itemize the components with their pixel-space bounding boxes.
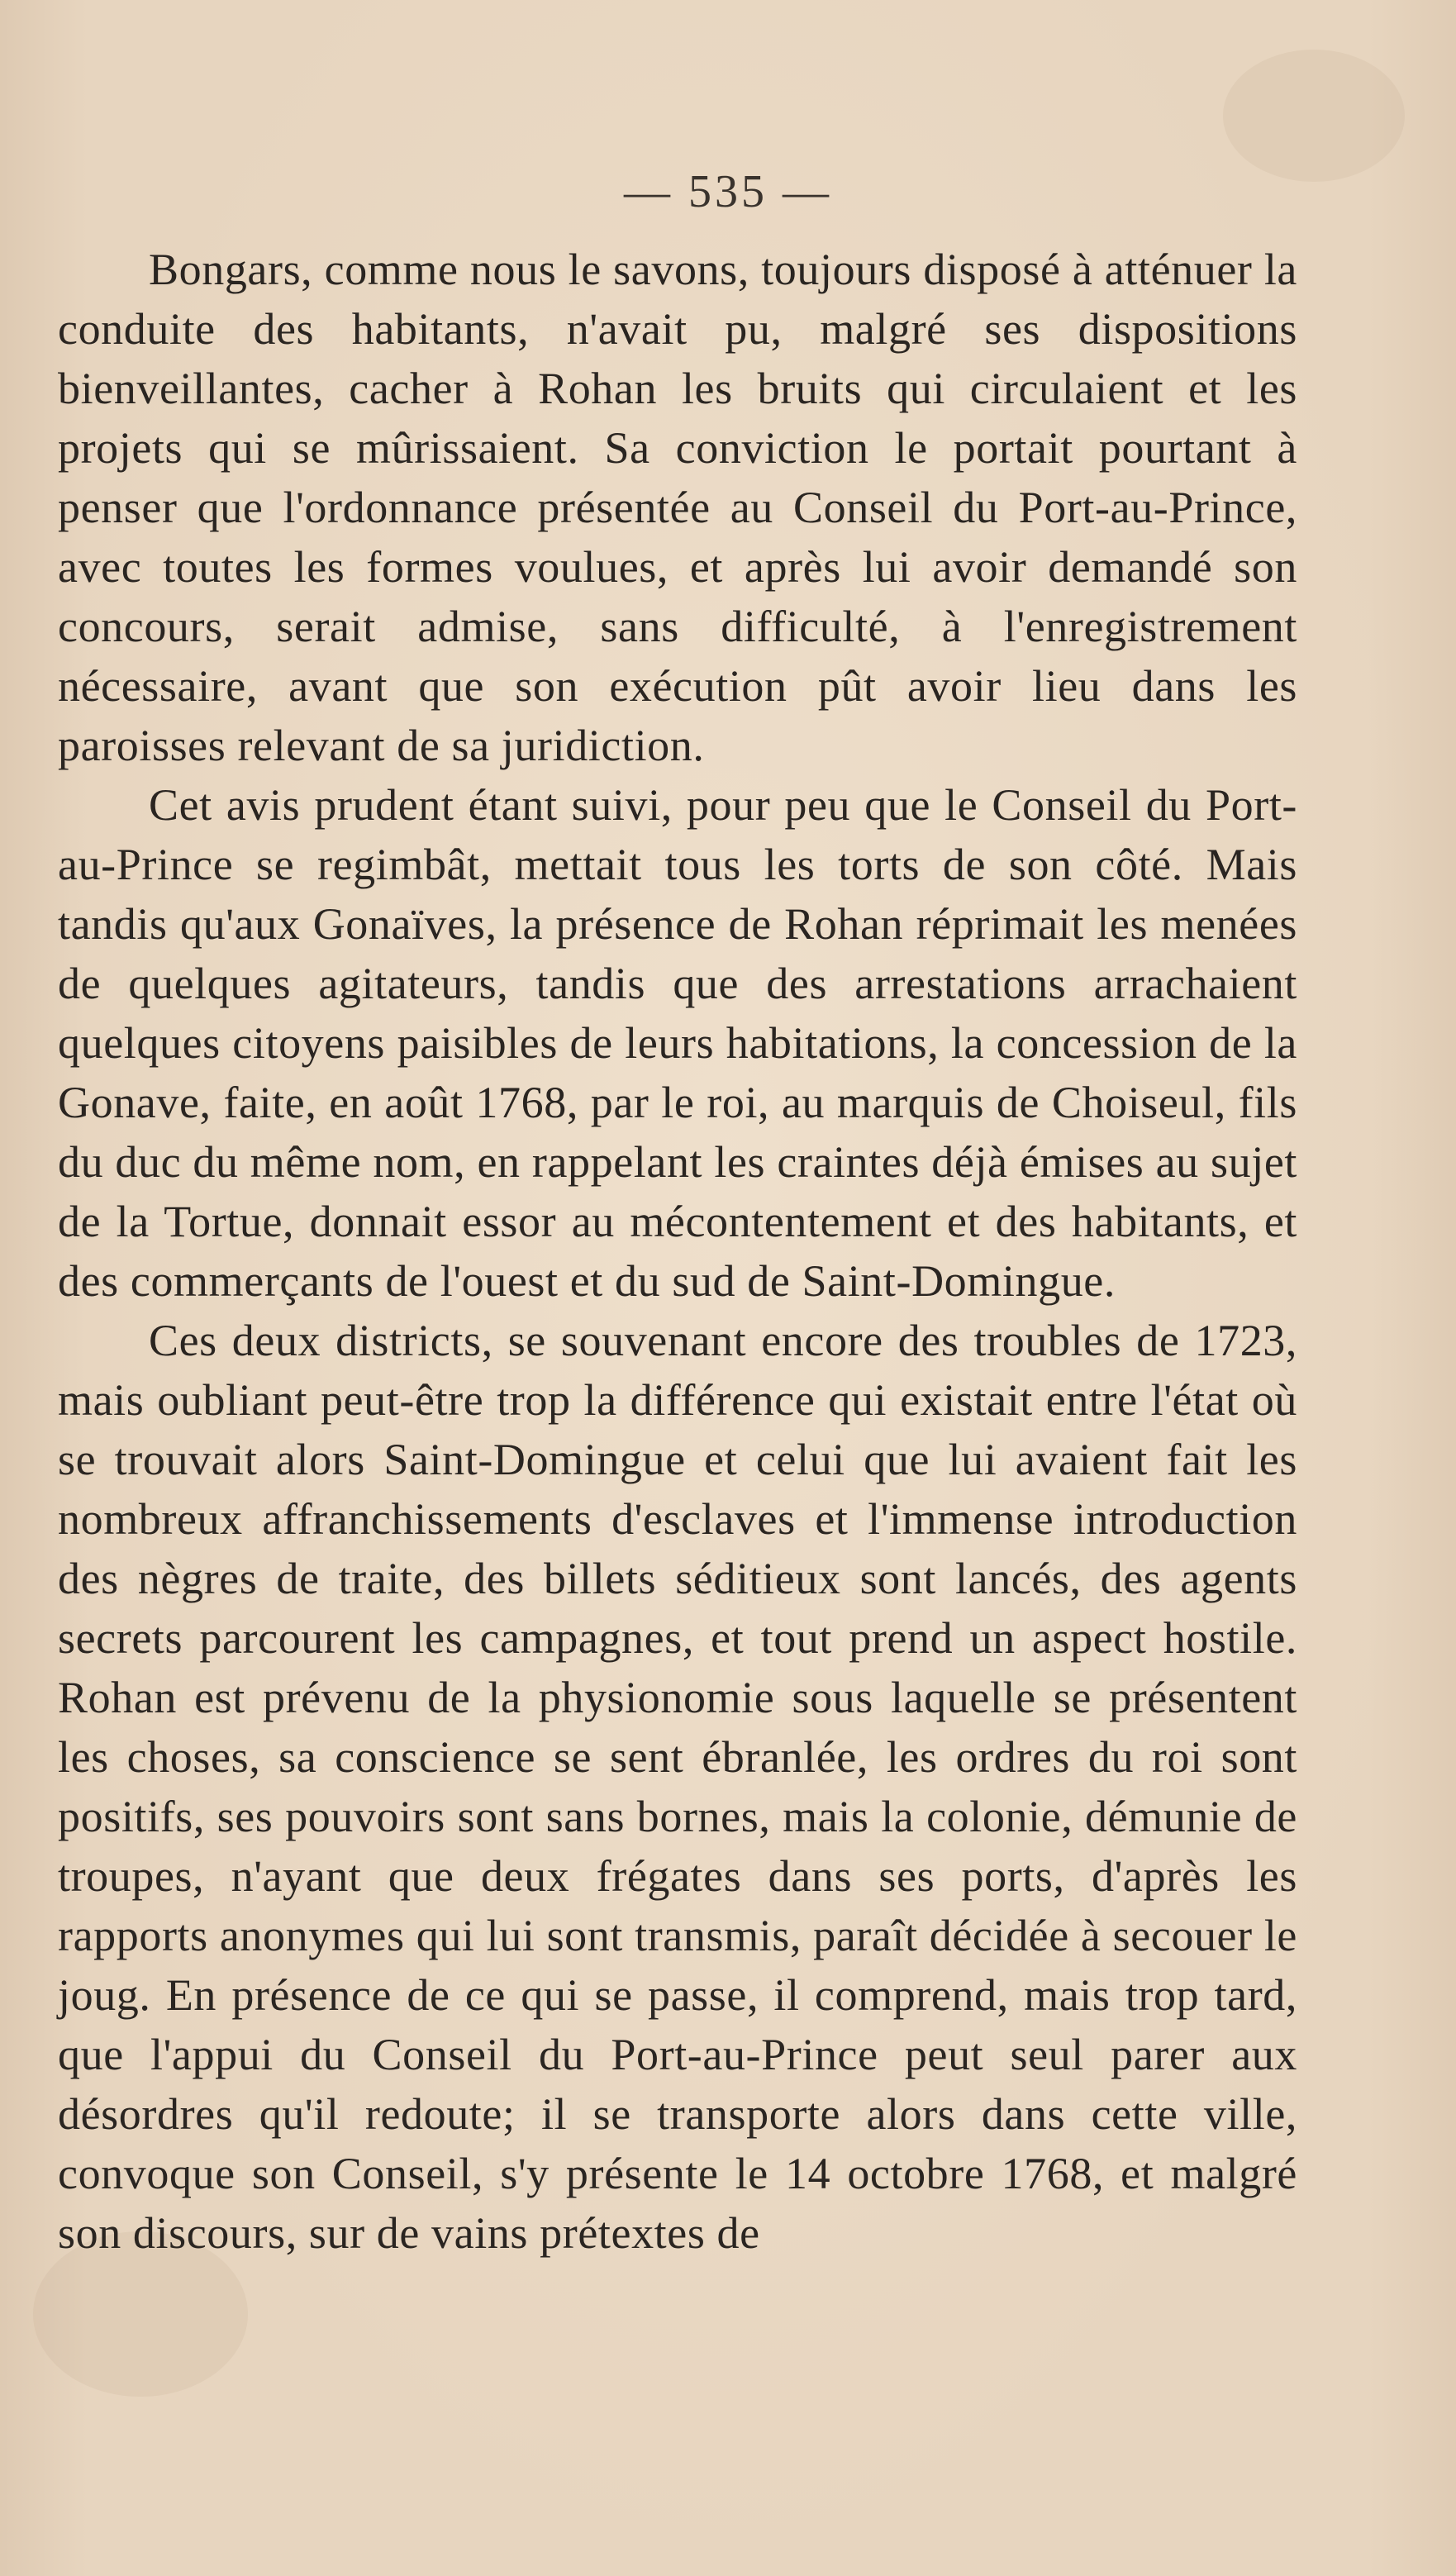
paragraph: Ces deux districts, se souvenant encore des troubles de 1723, mais oubliant peut-être trop la différence qui existait entre l'état où se trouvait alors Saint-Domingue et celui que lui avaient fait les nombreux affranchissements d'esclaves et l'immense introduction des nègres de traite, des billets séditieux sont lancés, des agents secrets parcourent les campagnes, et tout prend un aspect hostile. Rohan est prévenu de la physionomie sous laquelle se présentent les choses, sa conscience se sent ébranlée, les ordres du roi sont positifs, ses pouvoirs sont sans bornes, mais la colonie, démunie de troupes, n'ayant que deux frégates dans ses ports, d'après les rapports anonymes qui lui sont transmis, paraît décidée à secouer le joug. En présence de ce qui se passe, il comprend, mais trop tard, que l'appui du Conseil du Port-au-Prince peut seul parer aux désordres qu'il redoute; il se transporte alors dans cette ville, convoque son Conseil, s'y présente le 14 octobre 1768, et malgré son discours, sur de vains prétextes de xyxy=(58,1316,1297,2258)
paper-stain xyxy=(1223,50,1405,182)
body-text xyxy=(58,240,1297,2263)
paragraph: Bongars, comme nous le savons, toujours disposé à atténuer la conduite des habitants, n'avait pu, malgré ses dispositions bienveillantes, cacher à Rohan les bruits qui circulaient et les projets qui se mûrissaient. Sa conviction le portait pourtant à penser que l'ordonnance présentée au Conseil du Port-au-Prince, avec toutes les formes voulues, et après lui avoir demandé son concours, serait admise, sans difficulté, à l'enregistrement nécessaire, avant que son exécution pût avoir lieu dans les paroisses relevant de sa juridiction. xyxy=(58,245,1297,770)
paragraph: Cet avis prudent étant suivi, pour peu que le Conseil du Port-au-Prince se regimbât, mettait tous les torts de son côté. Mais tandis qu'aux Gonaïves, la présence de Rohan réprimait les menées de quelques agitateurs, tandis que des arrestations arrachaient quelques citoyens paisibles de leurs habitations, la concession de la Gonave, faite, en août 1768, par le roi, au marquis de Choiseul, fils du duc du même nom, en rappelant les craintes déjà émises au sujet de la Tortue, donnait essor au mécontentement et des habitants, et des commerçants de l'ouest et du sud de Saint-Domingue. xyxy=(58,780,1297,1306)
page-number: — 535 — xyxy=(624,166,832,217)
